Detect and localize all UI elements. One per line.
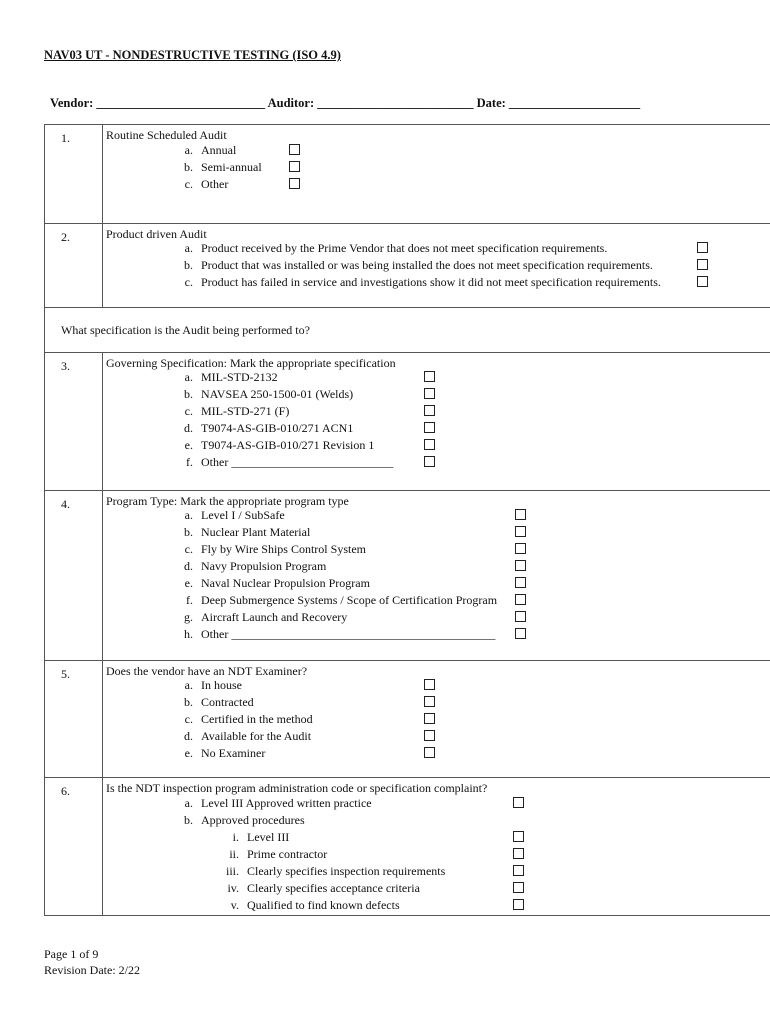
aircraft-launch-checkbox[interactable]	[515, 611, 526, 622]
section-6	[44, 777, 770, 916]
other-checkbox[interactable]	[289, 178, 300, 189]
section-4	[44, 490, 770, 661]
section-number: 4.	[61, 497, 70, 511]
section-number: 1.	[61, 131, 70, 145]
section-number: 6.	[61, 784, 70, 798]
in-house-checkbox[interactable]	[424, 679, 435, 690]
sub-list-item: iv. Clearly specifies acceptance criteria	[227, 881, 420, 895]
section-title: Does the vendor have an NDT Examiner?	[106, 664, 308, 678]
list-item: e. Naval Nuclear Propulsion Program	[184, 576, 370, 590]
level-iii-practice-checkbox[interactable]	[513, 797, 524, 808]
list-item: b. Product that was installed or was being installed the does not meet specification requirements.	[184, 258, 653, 272]
list-item: e. T9074-AS-GIB-010/271 Revision 1	[184, 438, 375, 452]
section-3	[44, 352, 770, 491]
available-checkbox[interactable]	[424, 730, 435, 741]
certified-checkbox[interactable]	[424, 713, 435, 724]
sub-list-item: v. Qualified to find known defects	[230, 898, 400, 912]
list-item: c. Fly by Wire Ships Control System	[184, 542, 366, 556]
annual-checkbox[interactable]	[289, 144, 300, 155]
list-item: a. Product received by the Prime Vendor that does not meet specification requirements.	[184, 241, 608, 255]
section-title: Governing Specification: Mark the appropriate specification	[106, 356, 396, 370]
t9074-rev1-checkbox[interactable]	[424, 439, 435, 450]
mil-std-271-checkbox[interactable]	[424, 405, 435, 416]
column-divider	[102, 125, 103, 223]
list-item: d. T9074-AS-GIB-010/271 ACN1	[184, 421, 354, 435]
section-title: Program Type: Mark the appropriate program type	[106, 494, 349, 508]
list-item: b. NAVSEA 250-1500-01 (Welds)	[184, 387, 354, 401]
column-divider	[102, 778, 103, 915]
semi-annual-checkbox[interactable]	[289, 161, 300, 172]
section-1	[44, 124, 770, 224]
list-item: a. Annual	[184, 143, 237, 157]
section-title: Routine Scheduled Audit	[106, 128, 227, 142]
list-item: c. Certified in the method	[184, 712, 313, 726]
acceptance-criteria-checkbox[interactable]	[513, 882, 524, 893]
column-divider	[102, 491, 103, 660]
column-divider	[102, 224, 103, 307]
list-item: h. Other ____________________________________________	[184, 627, 496, 641]
list-item: c. Product has failed in service and investigations show it did not meet specification requirements.	[184, 275, 661, 289]
nuclear-plant-checkbox[interactable]	[515, 526, 526, 537]
section-2	[44, 223, 770, 308]
sub-list-item: iii. Clearly specifies inspection requirements	[225, 864, 446, 878]
page-number: Page 1 of 9	[44, 947, 99, 961]
level-iii-checkbox[interactable]	[513, 831, 524, 842]
list-item: b. Nuclear Plant Material	[184, 525, 311, 539]
sub-list-item: i. Level III	[232, 830, 290, 844]
list-item: f. Deep Submergence Systems / Scope of Certification Program	[186, 593, 498, 607]
product-installed-checkbox[interactable]	[697, 259, 708, 270]
list-item: a. Level I / SubSafe	[184, 508, 285, 522]
document-title: NAV03 UT - NONDESTRUCTIVE TESTING (ISO 4.9)	[44, 48, 341, 62]
list-item: b. Contracted	[184, 695, 254, 709]
navy-propulsion-checkbox[interactable]	[515, 560, 526, 571]
list-item: g. Aircraft Launch and Recovery	[184, 610, 348, 624]
no-examiner-checkbox[interactable]	[424, 747, 435, 758]
section-5	[44, 660, 770, 778]
level-i-subsafe-checkbox[interactable]	[515, 509, 526, 520]
list-item: a. In house	[184, 678, 242, 692]
list-item: a. Level III Approved written practice	[184, 796, 372, 810]
section-title: Product driven Audit	[106, 227, 207, 241]
list-item: d. Navy Propulsion Program	[184, 559, 327, 573]
deep-submergence-checkbox[interactable]	[515, 594, 526, 605]
list-item: f. Other ___________________________	[186, 455, 394, 469]
program-other-checkbox[interactable]	[515, 628, 526, 639]
section-number: 2.	[61, 230, 70, 244]
t9074-acn1-checkbox[interactable]	[424, 422, 435, 433]
product-failed-checkbox[interactable]	[697, 276, 708, 287]
list-item: e. No Examiner	[184, 746, 266, 760]
sub-list-item: ii. Prime contractor	[229, 847, 328, 861]
known-defects-checkbox[interactable]	[513, 899, 524, 910]
prime-contractor-checkbox[interactable]	[513, 848, 524, 859]
list-item: b. Approved procedures	[184, 813, 305, 827]
column-divider	[102, 353, 103, 490]
column-divider	[102, 661, 103, 777]
list-item: c. Other	[184, 177, 229, 191]
vendor-auditor-date-line: Vendor: ___________________________ Auditor: _________________________ Date: _____________________	[50, 96, 641, 110]
mil-std-2132-checkbox[interactable]	[424, 371, 435, 382]
inspection-requirements-checkbox[interactable]	[513, 865, 524, 876]
naval-nuclear-checkbox[interactable]	[515, 577, 526, 588]
page-footer	[44, 946, 140, 978]
spec-other-checkbox[interactable]	[424, 456, 435, 467]
product-received-checkbox[interactable]	[697, 242, 708, 253]
section-number: 5.	[61, 667, 70, 681]
list-item: b. Semi-annual	[184, 160, 262, 174]
fly-by-wire-checkbox[interactable]	[515, 543, 526, 554]
section-title: Is the NDT inspection program administration code or specification complaint?	[106, 781, 488, 795]
revision-date: Revision Date: 2/22	[44, 963, 140, 977]
list-item: c. MIL-STD-271 (F)	[184, 404, 290, 418]
section-number: 3.	[61, 359, 70, 373]
navsea-checkbox[interactable]	[424, 388, 435, 399]
list-item: a. MIL-STD-2132	[184, 370, 278, 384]
spec-question-row	[44, 307, 770, 353]
list-item: d. Available for the Audit	[184, 729, 312, 743]
spec-question: What specification is the Audit being performed to?	[61, 323, 310, 337]
contracted-checkbox[interactable]	[424, 696, 435, 707]
